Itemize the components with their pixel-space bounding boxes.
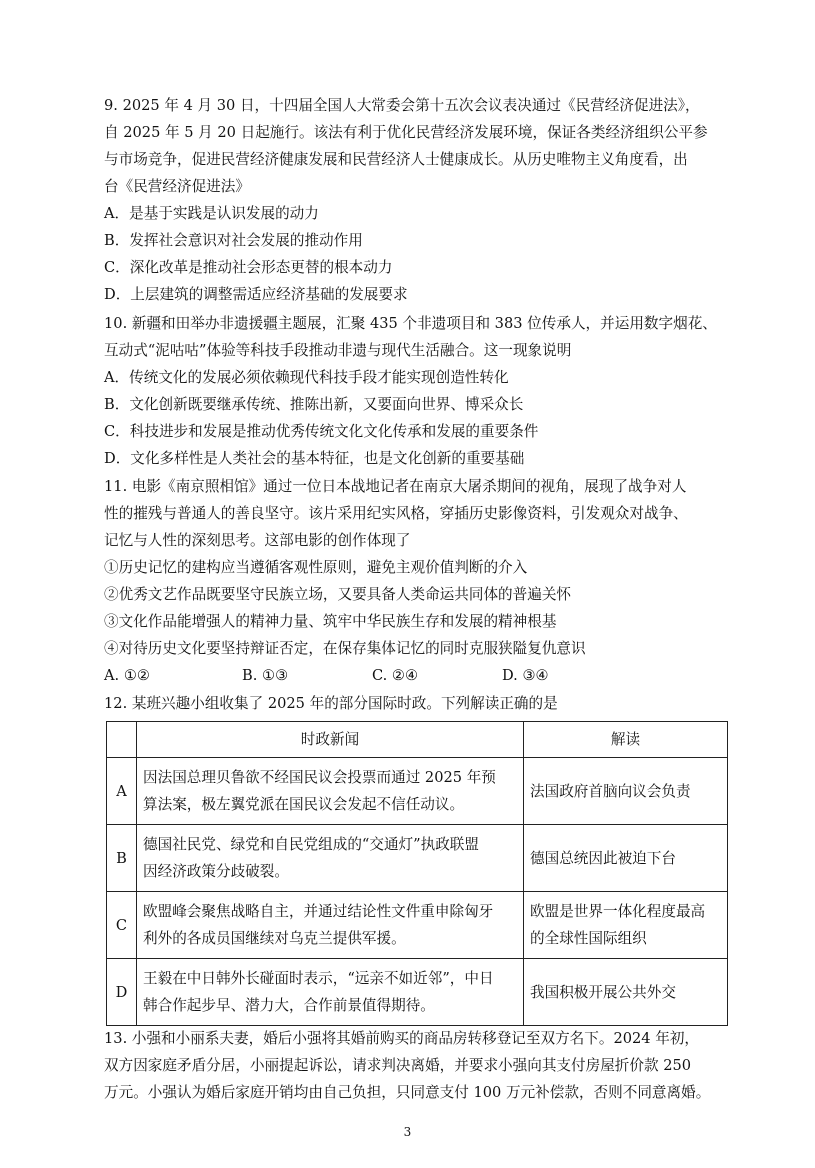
q9-stem-line: 自 2025 年 5 月 20 日起施行。该法有利于优化民营经济发展环境，保证各类经济组织公平参 — [104, 124, 708, 141]
q11-choice-b: B. ①③ — [242, 667, 289, 684]
q10-option-a: A．传统文化的发展必须依赖现代科技手段才能实现创造性转化 — [104, 369, 509, 386]
q9-stem-line: 与市场竞争，促进民营经济健康发展和民营经济人士健康成长。从历史唯物主义角度看，出 — [104, 151, 688, 168]
q10-stem-line: 10. 新疆和田举办非遗援疆主题展，汇聚 435 个非遗项目和 383 位传承人，并运用数字烟花、 — [104, 315, 717, 332]
news-line: 欧盟峰会聚焦战略自主，并通过结论性文件重申除匈牙 — [143, 903, 494, 920]
row-tag: A — [107, 758, 137, 825]
q13-stem-line: 13. 小强和小丽系夫妻，婚后小强将其婚前购买的商品房转移登记至双方名下。2024 年初， — [104, 1030, 700, 1047]
q9-stem-line: 台《民营经济促进法》 — [104, 178, 250, 195]
news-line: 因经济政策分歧破裂。 — [143, 863, 289, 880]
q11-statement-1: ①历史记忆的建构应当遵循客观性原则，避免主观价值判断的介入 — [104, 559, 528, 576]
table-header-row — [107, 722, 728, 758]
row-news — [137, 758, 524, 825]
question-11 — [104, 473, 714, 662]
row-tag: D — [107, 959, 137, 1026]
row-reading — [524, 892, 728, 959]
news-line: 德国社民党、绿党和自民党组成的“交通灯”执政联盟 — [143, 836, 479, 853]
news-table — [106, 721, 728, 1026]
question-10 — [104, 310, 717, 472]
q9-option-c: C．深化改革是推动社会形态更替的根本动力 — [104, 259, 393, 276]
reading-line: 的全球性国际组织 — [530, 930, 647, 947]
reading-line: 我国积极开展公共外交 — [530, 983, 676, 1001]
q11-statement-4: ④对待历史文化要坚持辩证否定，在保存集体记忆的同时克服狭隘复仇意识 — [104, 640, 586, 657]
news-line: 算法案，极左翼党派在国民议会发起不信任动议。 — [143, 796, 465, 813]
question-9 — [104, 92, 714, 308]
table-row — [107, 758, 728, 825]
q9-option-b: B．发挥社会意识对社会发展的推动作用 — [104, 232, 363, 249]
table-row — [107, 825, 728, 892]
question-13 — [104, 1025, 714, 1106]
reading-line: 德国总统因此被迫下台 — [530, 849, 676, 867]
row-tag: B — [107, 825, 137, 892]
row-reading — [524, 758, 728, 825]
table-row — [107, 959, 728, 1026]
reading-line: 法国政府首脑向议会负责 — [530, 782, 691, 800]
question-12 — [104, 690, 714, 717]
news-line: 韩合作起步早、潜力大，合作前景值得期待。 — [143, 997, 435, 1014]
reading-line: 欧盟是世界一体化程度最高 — [530, 903, 706, 920]
q9-option-a: A．是基于实践是认识发展的动力 — [104, 205, 319, 222]
q9-stem-line: 9. 2025 年 4 月 30 日，十四届全国人大常委会第十五次会议表决通过《民营经济促进法》， — [104, 97, 700, 114]
row-reading — [524, 825, 728, 892]
table-row — [107, 892, 728, 959]
q11-choice-a: A. ①② — [104, 667, 150, 684]
q11-stem-line: 性的摧残与普通人的善良坚守。该片采用纪实风格，穿插历史影像资料，引发观众对战争、 — [104, 505, 688, 522]
q10-option-c: C．科技进步和发展是推动优秀传统文化文化传承和发展的重要条件 — [104, 423, 539, 440]
table-header-news: 时政新闻 — [137, 722, 524, 758]
q11-statement-2: ②优秀文艺作品既要坚守民族立场，又要具备人类命运共同体的普遍关怀 — [104, 586, 572, 603]
table-header-blank — [107, 722, 137, 758]
row-tag: C — [107, 892, 137, 959]
row-reading — [524, 959, 728, 1026]
q10-option-d: D．文化多样性是人类社会的基本特征，也是文化创新的重要基础 — [104, 450, 525, 467]
row-news — [137, 892, 524, 959]
q10-option-b: B．文化创新既要继承传统、推陈出新，又要面向世界、博采众长 — [104, 396, 524, 413]
news-line: 因法国总理贝鲁欲不经国民议会投票而通过 2025 年预 — [143, 769, 496, 786]
q11-statement-3: ③文化作品能增强人的精神力量、筑牢中华民族生存和发展的精神根基 — [104, 613, 557, 630]
q10-stem-line: 互动式“泥咕咕”体验等科技手段推动非遗与现代生活融合。这一现象说明 — [104, 342, 572, 359]
q12-stem: 12. 某班兴趣小组收集了 2025 年的部分国际时政。下列解读正确的是 — [104, 695, 558, 712]
news-line: 利外的各成员国继续对乌克兰提供军援。 — [143, 930, 406, 947]
q13-stem-line: 万元。小强认为婚后家庭开销均由自己负担，只同意支付 100 万元补偿款，否则不同意离婚。 — [104, 1084, 711, 1101]
news-line: 王毅在中日韩外长碰面时表示，“远亲不如近邻”，中日 — [143, 970, 494, 987]
page-number: 3 — [403, 1125, 412, 1139]
q11-stem-line: 记忆与人性的深刻思考。这部电影的创作体现了 — [104, 532, 411, 549]
q11-choices — [104, 662, 714, 689]
q11-choice-d: D. ③④ — [502, 667, 549, 684]
q9-option-d: D．上层建筑的调整需适应经济基础的发展要求 — [104, 286, 408, 303]
q11-stem-line: 11. 电影《南京照相馆》通过一位日本战地记者在南京大屠杀期间的视角，展现了战争对人 — [104, 478, 687, 495]
row-news — [137, 825, 524, 892]
q13-stem-line: 双方因家庭矛盾分居，小丽提起诉讼，请求判决离婚，并要求小强向其支付房屋折价款 250 — [104, 1057, 692, 1074]
row-news — [137, 959, 524, 1026]
q11-choice-c: C. ②④ — [372, 667, 419, 684]
table-header-reading: 解读 — [524, 722, 728, 758]
